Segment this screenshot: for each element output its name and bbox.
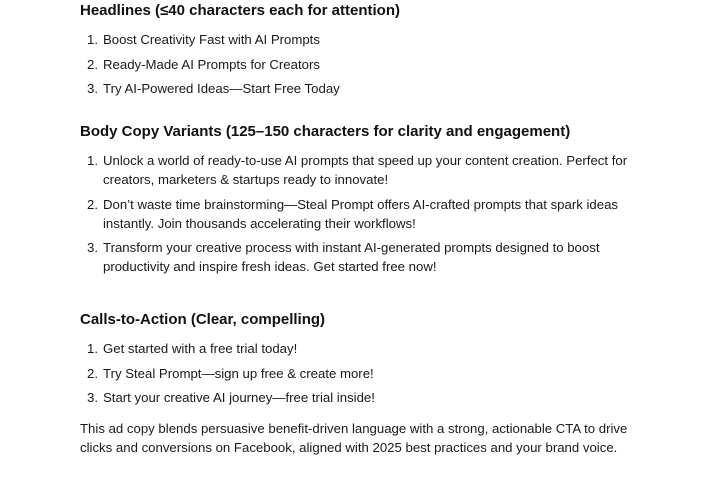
body-copy-item: Unlock a world of ready-to-use AI prompts that speed up your content creation. Perfect for creators, marketers & startups ready to innovate! xyxy=(103,153,628,187)
closing-paragraph: This ad copy blends persuasive benefit-driven language with a strong, actionable CTA to drive clicks and conversions on Facebook, aligned with 2025 best practices and your brand voice. xyxy=(80,421,628,455)
cta-heading: Calls-to-Action (Clear, compelling) xyxy=(80,311,326,328)
body-copy-section xyxy=(80,122,660,282)
headline-item: Ready-Made AI Prompts for Creators xyxy=(103,56,320,72)
cta-section xyxy=(80,310,660,413)
body-copy-heading: Body Copy Variants (125–150 characters for clarity and engagement) xyxy=(80,123,571,140)
body-copy-list xyxy=(80,151,660,276)
cta-list xyxy=(80,339,660,407)
headlines-list xyxy=(80,30,660,98)
headlines-section xyxy=(80,1,660,104)
cta-item: Start your creative AI journey—free trial inside! xyxy=(103,390,375,405)
body-copy-item: Don’t waste time brainstorming—Steal Prompt offers AI-crafted prompts that spark ideas instantly. Join thousands accelerating their workflows! xyxy=(103,196,619,231)
headlines-heading: Headlines (≤40 characters each for attention) xyxy=(80,2,401,19)
headline-item: Boost Creativity Fast with AI Prompts xyxy=(103,32,320,47)
cta-item: Get started with a free trial today! xyxy=(103,341,298,356)
headline-item: Try AI-Powered Ideas—Start Free Today xyxy=(103,81,340,96)
body-copy-item: Transform your creative process with instant AI-generated prompts designed to boost productivity and inspire fresh ideas. Get started free now! xyxy=(103,240,600,274)
cta-item: Try Steal Prompt—sign up free & create more! xyxy=(103,365,374,381)
